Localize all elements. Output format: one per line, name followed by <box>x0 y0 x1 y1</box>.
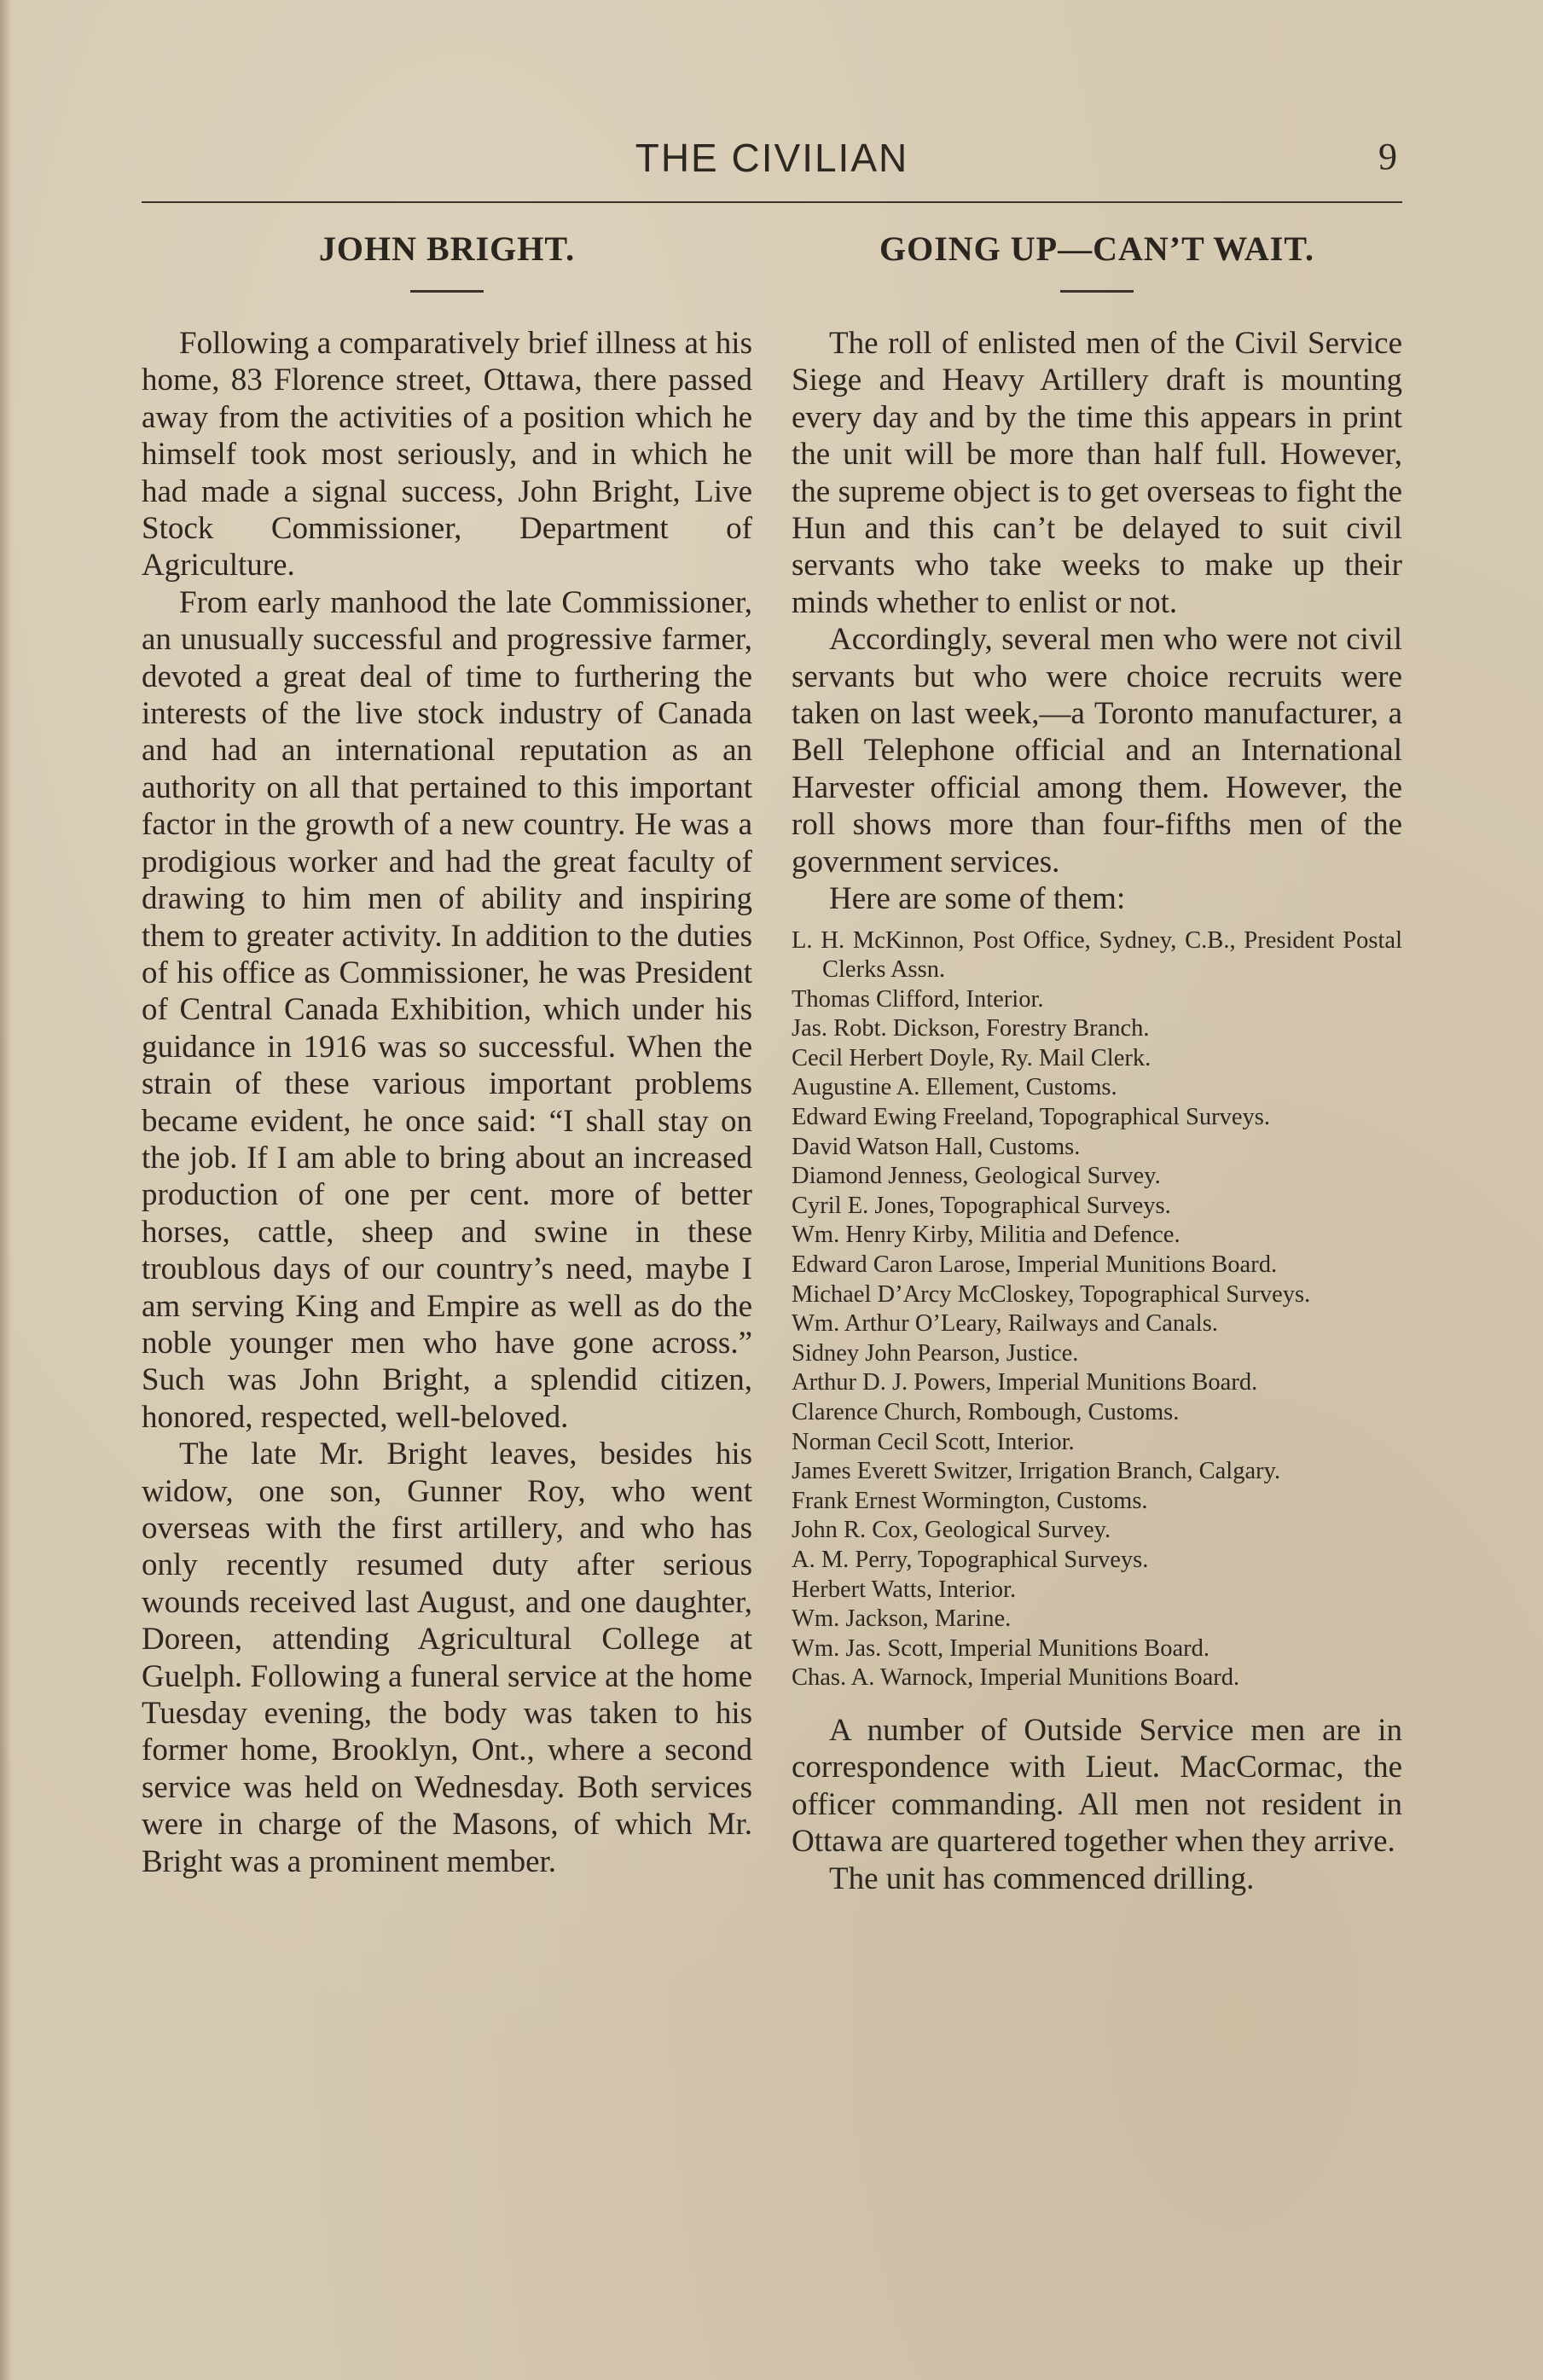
list-item: L. H. McKinnon, Post Office, Sydney, C.B., President Postal Clerks Assn. <box>792 926 1402 984</box>
list-item: Norman Cecil Scott, Interior. <box>792 1428 1075 1455</box>
list-item: Cyril E. Jones, Topographical Surveys. <box>792 1192 1171 1219</box>
list-item: Thomas Clifford, Interior. <box>792 985 1044 1013</box>
paragraph: The late Mr. Bright leaves, besides his widow, one son, Gunner Roy, who went overseas with the first artillery, and who has only recently resumed duty after serious wounds received last August, and one daughter, Doreen, attending Agricultural College at Guelph. Following a funeral service at the home Tuesday evening, the body was taken to his former home, Brooklyn, Ont., where a second service was held on Wednesday. Both services were in charge of the Masons, of which Mr. Bright was a prominent member. <box>142 1437 752 1879</box>
list-item: A. M. Perry, Topographical Surveys. <box>792 1546 1149 1573</box>
list-item: Frank Ernest Wormington, Customs. <box>792 1487 1148 1514</box>
header-rule <box>142 201 1402 203</box>
paragraph: Accordingly, several men who were not civil servants but who were choice recruits were taken on last week,—a Toronto manufacturer, a Bell Telephone official and an International Harvester official among them. However, the roll shows more than four-fifths men of the government services. <box>792 622 1402 879</box>
paragraph: A number of Outside Service men are in correspondence with Lieut. MacCormac, the officer commanding. All men not resident in Ottawa are quartered together when they arrive. <box>792 1712 1402 1860</box>
list-item: Herbert Watts, Interior. <box>792 1576 1017 1603</box>
list-item: Chas. A. Warnock, Imperial Munitions Board. <box>792 1664 1240 1692</box>
right-column <box>792 220 1402 1897</box>
list-item: Wm. Henry Kirby, Militia and Defence. <box>792 1222 1180 1249</box>
article-title-john-bright: JOHN BRIGHT. <box>318 229 576 268</box>
list-item: Michael D’Arcy McCloskey, Topographical Surveys. <box>792 1280 1311 1308</box>
list-item: Jas. Robt. Dickson, Forestry Branch. <box>792 1015 1150 1042</box>
page-edge-shadow <box>0 0 12 2380</box>
paragraph: The unit has commenced drilling. <box>829 1860 1255 1896</box>
left-column <box>142 220 752 1880</box>
list-item: Clarence Church, Rombough, Customs. <box>792 1399 1180 1425</box>
list-item: Augustine A. Ellement, Customs. <box>792 1074 1117 1101</box>
paragraph: Following a comparatively brief illness at his home, 83 Florence street, Ottawa, there passed away from the activities of a position which he himself took most seriously, and in which he had made a signal success, John Bright, Live Stock Commissioner, Department of Agriculture. <box>142 326 752 583</box>
list-item: Edward Ewing Freeland, Topographical Surveys. <box>792 1104 1271 1131</box>
list-item: Wm. Arthur O’Leary, Railways and Canals. <box>792 1310 1218 1338</box>
paragraph: The roll of enlisted men of the Civil Service Siege and Heavy Artillery draft is mounting every day and by the time this appears in print the unit will be more than half full. However, the supreme object is to get overseas to fight the Hun and this can’t be delayed to suit civil servants who take weeks to make up their minds whether to enlist or not. <box>792 326 1402 620</box>
enlisted-names-list <box>792 926 1402 1693</box>
publication-title: THE CIVILIAN <box>635 136 909 180</box>
list-item: Sidney John Pearson, Justice. <box>792 1339 1079 1367</box>
list-item: Edward Caron Larose, Imperial Munitions Board. <box>792 1251 1278 1279</box>
paragraph: Here are some of them: <box>829 881 1126 917</box>
list-item: Wm. Jas. Scott, Imperial Munitions Board. <box>792 1634 1209 1662</box>
title-divider <box>1060 290 1134 293</box>
list-item: David Watson Hall, Customs. <box>792 1133 1081 1160</box>
list-item: James Everett Switzer, Irrigation Branch, Calgary. <box>792 1458 1281 1485</box>
list-item: Diamond Jenness, Geological Survey. <box>792 1163 1161 1190</box>
running-head <box>142 135 1402 196</box>
article-title-going-up: GOING UP—CAN’T WAIT. <box>879 229 1315 268</box>
list-item: Arthur D. J. Powers, Imperial Munitions Board. <box>792 1369 1258 1396</box>
list-item: John R. Cox, Geological Survey. <box>792 1517 1111 1544</box>
title-divider <box>410 290 484 293</box>
page-number: 9 <box>1378 136 1397 177</box>
list-item: Cecil Herbert Doyle, Ry. Mail Clerk. <box>792 1044 1151 1071</box>
paragraph: From early manhood the late Commissioner, an unusually successful and progressive farmer, devoted a great deal of time to furthering the interests of the live stock industry of Canada and had an international reputation as an authority on all that pertained to this important factor in the growth of a new country. He was a prodigious worker and had the great faculty of drawing to him men of ability and inspiring them to greater activity. In addition to the duties of his office as Commissioner, he was President of Central Canada Exhibition, which under his guidance in 1916 was so successful. When the strain of these various important problems became evident, he once said: “I shall stay on the job. If I am able to bring about an increased production of one per cent. more of better horses, cattle, sheep and swine in these troublous days of our country’s need, maybe I am serving King and Empire as well as do the noble younger men who have gone across.” Such was John Bright, a splendid citizen, honored, respected, well-beloved. <box>142 584 752 1435</box>
list-item: Wm. Jackson, Marine. <box>792 1605 1012 1633</box>
